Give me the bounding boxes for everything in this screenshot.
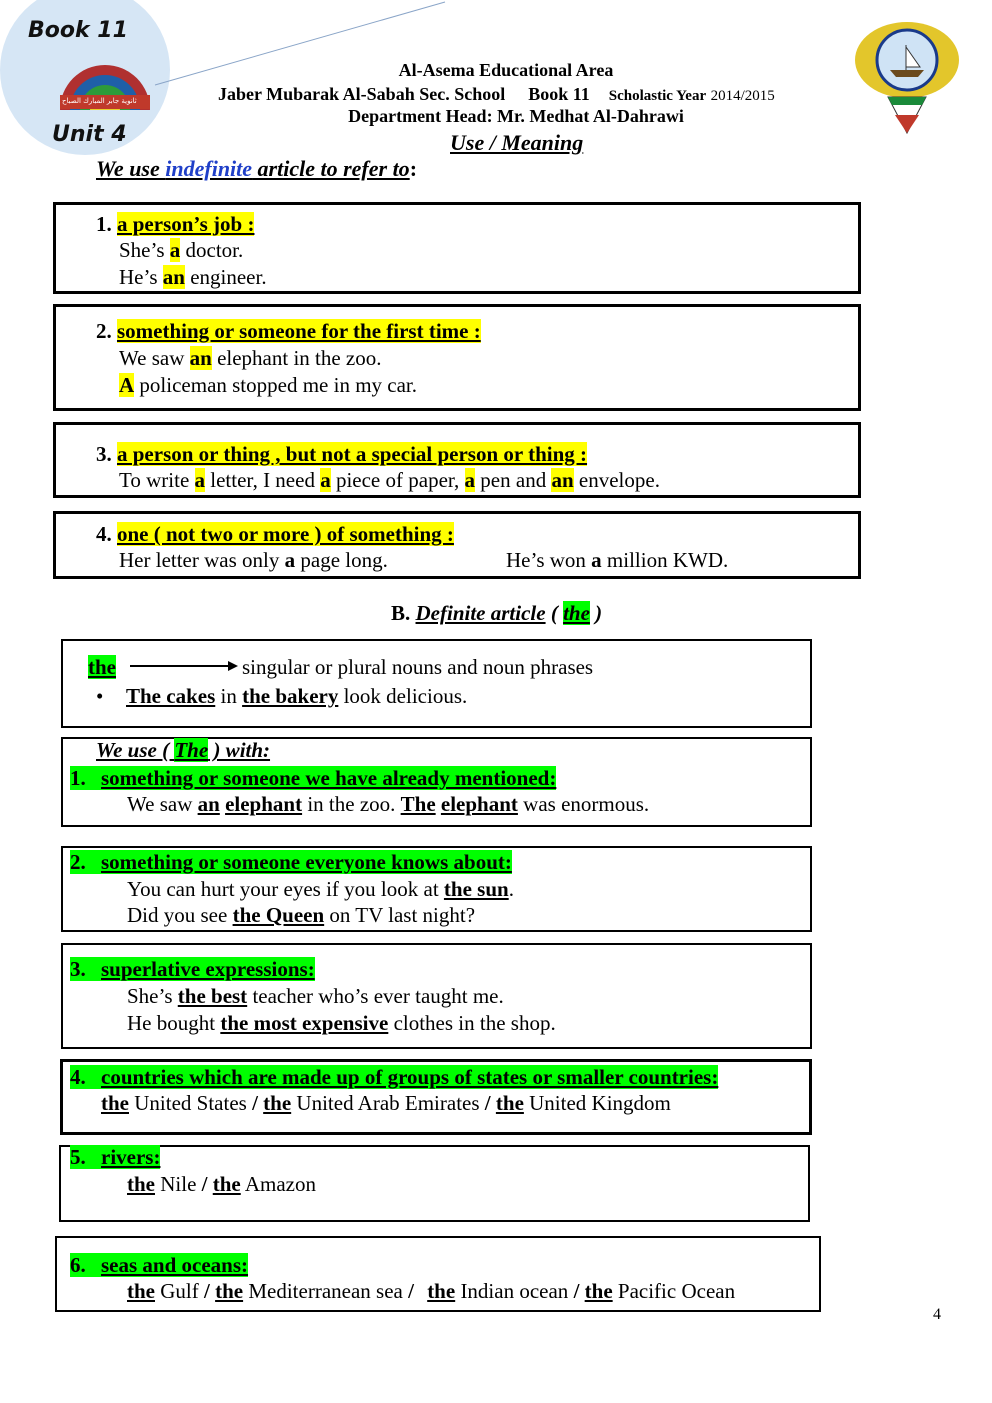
text: doctor. [180,238,244,262]
text: We saw [127,792,198,816]
text: was enormous. [517,792,650,816]
text: million KWD. [601,548,729,572]
indefinite-4-example-1 [119,548,388,572]
header-department: Department Head: Mr. Medhat Al-Dahrawi [348,106,684,126]
page-number: 4 [933,1306,941,1323]
the-word: the [101,1091,129,1115]
ocean: Indian ocean [455,1279,574,1303]
arrow-icon [130,658,240,674]
sea: Gulf [155,1279,204,1303]
heading-paren: ) [589,601,603,625]
header-sy-value: 2014/2015 [710,88,775,104]
text: . [508,877,514,901]
bullet-icon: • [96,684,104,708]
definite-rule-example [96,684,467,708]
indefinite-1-title [96,212,254,236]
article: a [284,548,296,572]
text: on TV last night? [324,903,476,927]
text: page long. [295,548,388,572]
indefinite-intro [96,156,417,182]
indefinite-2-title [96,319,481,343]
definite-1-example [127,792,649,816]
definite-3-example-2 [127,1011,556,1035]
definite-with-intro [96,738,270,762]
text: letter, I need [205,468,321,492]
the-word: the [584,1279,613,1303]
noun-phrase: the Queen [232,903,325,927]
item-number: 3. [96,442,112,466]
text: elephant in the zoo. [211,346,382,370]
text: in [215,684,243,708]
logo-book: Book 11 [28,18,128,43]
definite-4-example [101,1091,671,1115]
article: a [169,238,181,262]
definite-4-title [70,1065,718,1089]
the-word: the [263,1091,292,1115]
item-title: rivers: [101,1145,161,1169]
use-meaning-title: Use / Meaning [450,130,584,155]
river: Nile [155,1172,202,1196]
the-word: the [127,1279,155,1303]
article: a [194,468,206,492]
text: He bought [127,1011,221,1035]
item-number: 3. [70,957,86,981]
definite-2-example-2 [127,903,475,927]
word: The [400,792,436,816]
text: clothes in the shop. [388,1011,556,1035]
separator: / [252,1091,258,1115]
article: a [591,548,602,572]
indefinite-2-example-2 [119,373,417,397]
definite-5-title [70,1145,160,1169]
definite-3-example-1 [127,984,504,1008]
item-number: 2. [96,319,112,343]
heading-title: Definite article [415,601,546,625]
item-title: a person or thing , but not a special person or thing : [117,442,588,466]
word: an [197,792,220,816]
indefinite-4-example-2 [506,548,728,572]
text: look delicious. [338,684,468,708]
indefinite-3-title [96,442,587,466]
text: We use ( [96,738,175,762]
sea: Mediterranean sea [243,1279,409,1303]
country: United Kingdom [523,1091,671,1115]
article: an [189,346,212,370]
article: a [320,468,331,492]
item-number: 1. [70,766,86,790]
separator: / [201,1172,208,1196]
item-title: something or someone we have already mentioned: [101,766,557,790]
indefinite-3-example [119,468,660,492]
text: policeman stopped me in my car. [134,373,418,397]
definite-3-title [70,957,315,981]
text: piece of paper, [330,468,465,492]
text: To write [119,468,195,492]
definite-6-example [127,1279,735,1303]
item-number: 5. [70,1145,86,1169]
indefinite-2-example-1 [119,346,382,370]
item-number: 4. [70,1065,86,1089]
text: Did you see [127,903,233,927]
item-title: one ( not two or more ) of something : [117,522,454,546]
heading-paren: ( [545,601,564,625]
the-word: the [127,1172,155,1196]
text: engineer. [184,265,267,289]
text: You can hurt your eyes if you look at [127,877,444,901]
item-title: something or someone everyone knows about: [101,850,512,874]
article: A [119,373,135,397]
separator: / [204,1279,210,1303]
heading-the: the [563,601,590,625]
ocean: Pacific Ocean [612,1279,736,1303]
item-title: countries which are made up of groups of states or smaller countries: [101,1065,719,1089]
intro-indefinite: indefinite [165,156,253,181]
definite-rule [88,655,116,679]
item-number: 2. [70,850,86,874]
definite-rule-text: singular or plural nouns and noun phrases [242,655,594,679]
separator: / [408,1279,414,1303]
the-word: the [212,1172,241,1196]
text: She’s [119,238,170,262]
text: We saw [119,346,190,370]
item-title: superlative expressions: [101,957,315,981]
the-word: The [174,738,209,762]
text: envelope. [573,468,660,492]
text: He’s [119,265,163,289]
header-area: Al-Asema Educational Area [398,60,614,80]
noun-phrase: the bakery [242,684,339,708]
noun-phrase: The cakes [126,684,216,708]
noun-phrase: the best [177,984,248,1008]
definite-1-title [70,766,556,790]
article: a [464,468,476,492]
rule-the: the [88,655,116,679]
country: United Arab Emirates [291,1091,485,1115]
article: an [162,265,185,289]
article: an [551,468,574,492]
country: United States [129,1091,253,1115]
header-school-line [218,84,775,105]
logo-school-arabic: ثانوية جابر المبارك الصباح [62,97,137,105]
header-school: Jaber Mubarak Al-Sabah Sec. School [218,84,506,104]
item-title: something or someone for the first time : [117,319,481,343]
item-number: 4. [96,522,112,546]
text: She’s [127,984,178,1008]
item-title: seas and oceans: [101,1253,249,1277]
separator: / [573,1279,580,1303]
item-number: 6. [70,1253,86,1277]
intro-colon: : [409,156,418,181]
logo-unit: Unit 4 [52,122,127,147]
indefinite-1-example-1 [119,238,243,262]
definite-5-example [127,1172,316,1196]
indefinite-4-title [96,522,454,546]
word: elephant [225,792,303,816]
text: He’s won [506,548,592,572]
the-word: the [427,1279,456,1303]
item-title: a person’s job : [117,212,255,236]
intro-text-end: article to refer to [252,156,410,181]
header-book: Book 11 [528,84,590,104]
the-word: the [215,1279,244,1303]
text: in the zoo. [302,792,401,816]
heading-letter: B. [391,601,411,625]
item-number: 1. [96,212,112,236]
text: Her letter was only [119,548,285,572]
header-sy-label: Scholastic Year [608,88,707,104]
the-word: the [495,1091,524,1115]
separator: / [484,1091,491,1115]
indefinite-1-example-2 [119,265,267,289]
river: Amazon [240,1172,316,1196]
text: ) with: [208,738,271,762]
word: elephant [440,792,518,816]
intro-text: We use [96,156,166,181]
definite-2-example-1 [127,877,514,901]
definite-6-title [70,1253,248,1277]
noun-phrase: the most expensive [220,1011,389,1035]
noun-phrase: the sun [443,877,509,901]
text: pen and [475,468,552,492]
text: teacher who’s ever taught me. [247,984,504,1008]
definite-2-title [70,850,512,874]
definite-heading [391,601,602,626]
